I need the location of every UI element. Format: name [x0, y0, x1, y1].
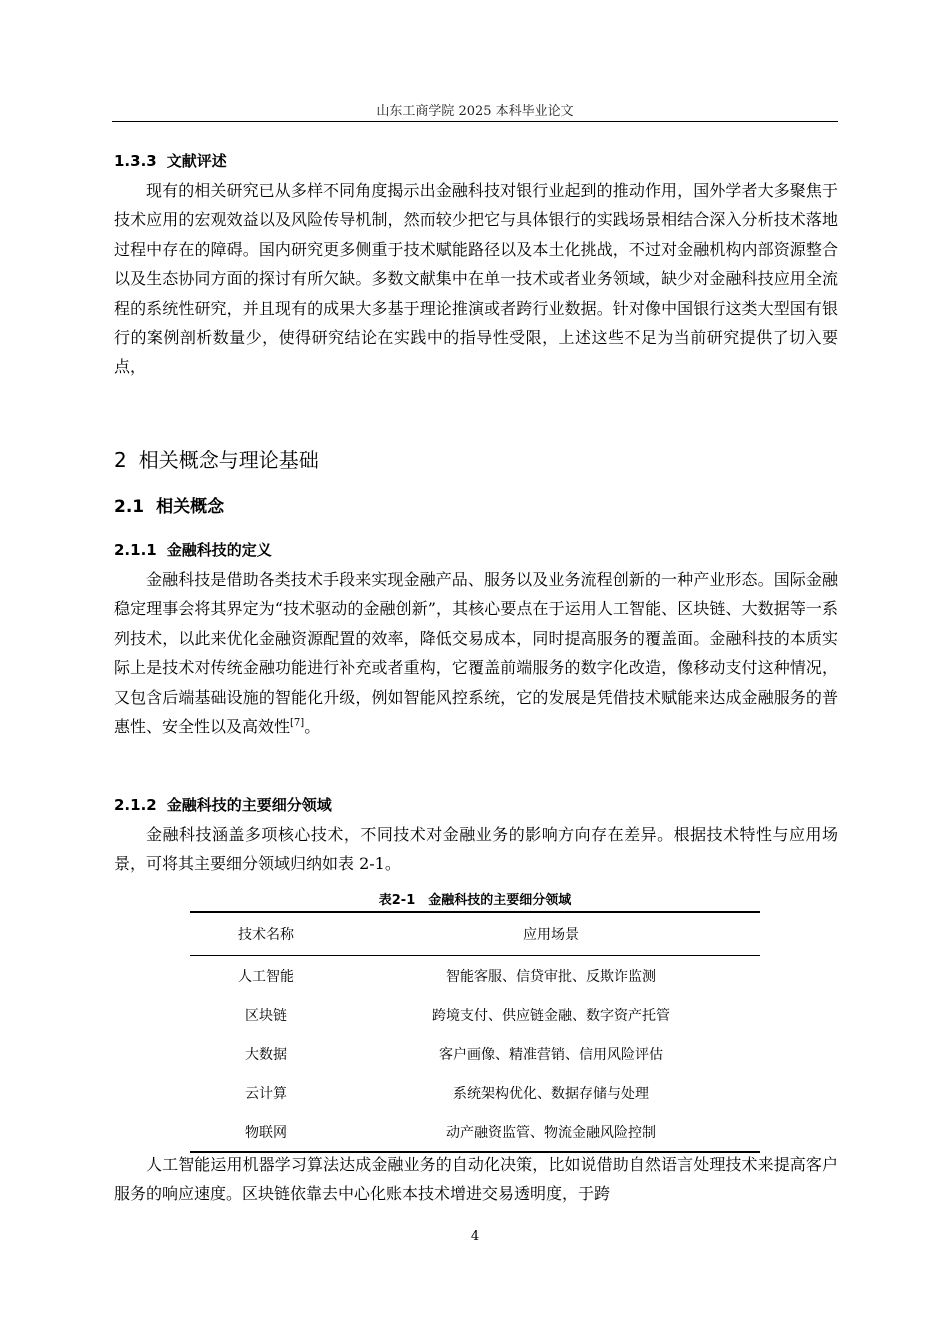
literature-review-paragraph: 现有的相关研究已从多样不同角度揭示出金融科技对银行业起到的推动作用，国外学者大多聚焦于技术应用的宏观效益以及风险传导机制，然而较少把它与具体银行的实践场景相结合深入分析技术落地过程中存在的障碍。国内研究更多侧重于技术赋能路径以及本土化挑战，不过对金融机构内部资源整合以及生态协同方面的探讨有所欠缺。多数文献集中在单一技术或者业务领域，缺少对金融科技应用全流程的系统性研究，并且现有的成果大多基于理论推演或者跨行业数据。针对像中国银行这类大型国有银行的案例剖析数量少，使得研究结论在实践中的指导性受限，上述这些不足为当前研究提供了切入要点， [114, 181, 838, 377]
table-row [190, 956, 760, 996]
column-header-technology: 技术名称 [190, 912, 342, 956]
scenario-cell: 动产融资监管、物流金融风险控制 [342, 1112, 760, 1152]
scenario-cell: 系统架构优化、数据存储与处理 [453, 1085, 649, 1102]
section-number: 2.1 [114, 497, 145, 517]
table-row [190, 995, 760, 1034]
technology-cell: 大数据 [245, 1046, 287, 1063]
section-number: 2.1.2 [114, 796, 157, 814]
scenario-cell: 客户画像、精准营销、信用风险评估 [439, 1046, 663, 1063]
fintech-subfields-table [190, 911, 760, 1153]
ai-blockchain-paragraph: 人工智能运用机器学习算法达成金融业务的自动化决策，比如说借助自然语言处理技术来提高客户服务的响应速度。区块链依靠去中心化账本技术增进交易透明度，于跨 [114, 1155, 838, 1204]
running-header: 山东工商学院 2025 本科毕业论文 [376, 104, 574, 119]
section-title: 金融科技的定义 [166, 541, 272, 559]
table-row [190, 1073, 760, 1112]
scenario-cell: 跨境支付、供应链金融、数字资产托管 [432, 1007, 670, 1024]
chapter-number: 2 [114, 448, 127, 472]
technology-cell: 人工智能 [238, 968, 294, 985]
section-2-1-1-heading [114, 539, 272, 560]
section-number: 1.3.3 [114, 152, 157, 170]
chapter-2-heading [114, 444, 319, 473]
chapter-title: 相关概念与理论基础 [138, 448, 319, 472]
table-row [190, 1034, 760, 1073]
table-caption: 表2-1 金融科技的主要细分领域 [378, 893, 572, 908]
header-rule [112, 121, 838, 122]
fintech-definition-paragraph [114, 565, 838, 741]
paragraph-end: 。 [304, 717, 321, 737]
technology-cell: 云计算 [245, 1085, 287, 1102]
paragraph-text: 金融科技是借助各类技术手段来实现金融产品、服务以及业务流程创新的一种产业形态。国际金融稳定理事会将其界定为“技术驱动的金融创新”，其核心要点在于运用人工智能、区块链、大数据等一系列技术，以此来优化金融资源配置的效率，降低交易成本，同时提高服务的覆盖面。金融科技的本质实际上是技术对传统金融功能进行补充或者重构，它覆盖前端服务的数字化改造，像移动支付这种情况，又包含后端基础设施的智能化升级，例如智能风控系统，它的发展是凭借技术赋能来达成金融服务的普惠性、安全性以及高效性 [114, 570, 838, 737]
table-header-row [190, 912, 760, 956]
citation: [7] [290, 717, 305, 729]
table-row [190, 1112, 760, 1152]
section-1-3-3-heading [114, 150, 227, 171]
technology-cell: 区块链 [245, 1007, 287, 1024]
fintech-subfields-paragraph: 金融科技涵盖多项核心技术，不同技术对金融业务的影响方向存在差异。根据技术特性与应用场景，可将其主要细分领域归纳如表 2-1。 [114, 825, 838, 874]
section-2-1-2-heading [114, 794, 332, 815]
scenario-cell: 智能客服、信贷审批、反欺诈监测 [446, 968, 656, 985]
section-number: 2.1.1 [114, 541, 157, 559]
page-number: 4 [470, 1229, 480, 1244]
section-title: 文献评述 [166, 152, 227, 170]
section-2-1-heading [114, 492, 224, 517]
technology-cell: 物联网 [190, 1112, 342, 1152]
section-title: 相关概念 [156, 497, 225, 517]
section-title: 金融科技的主要细分领域 [166, 796, 332, 814]
column-header-scenario: 应用场景 [342, 912, 760, 956]
